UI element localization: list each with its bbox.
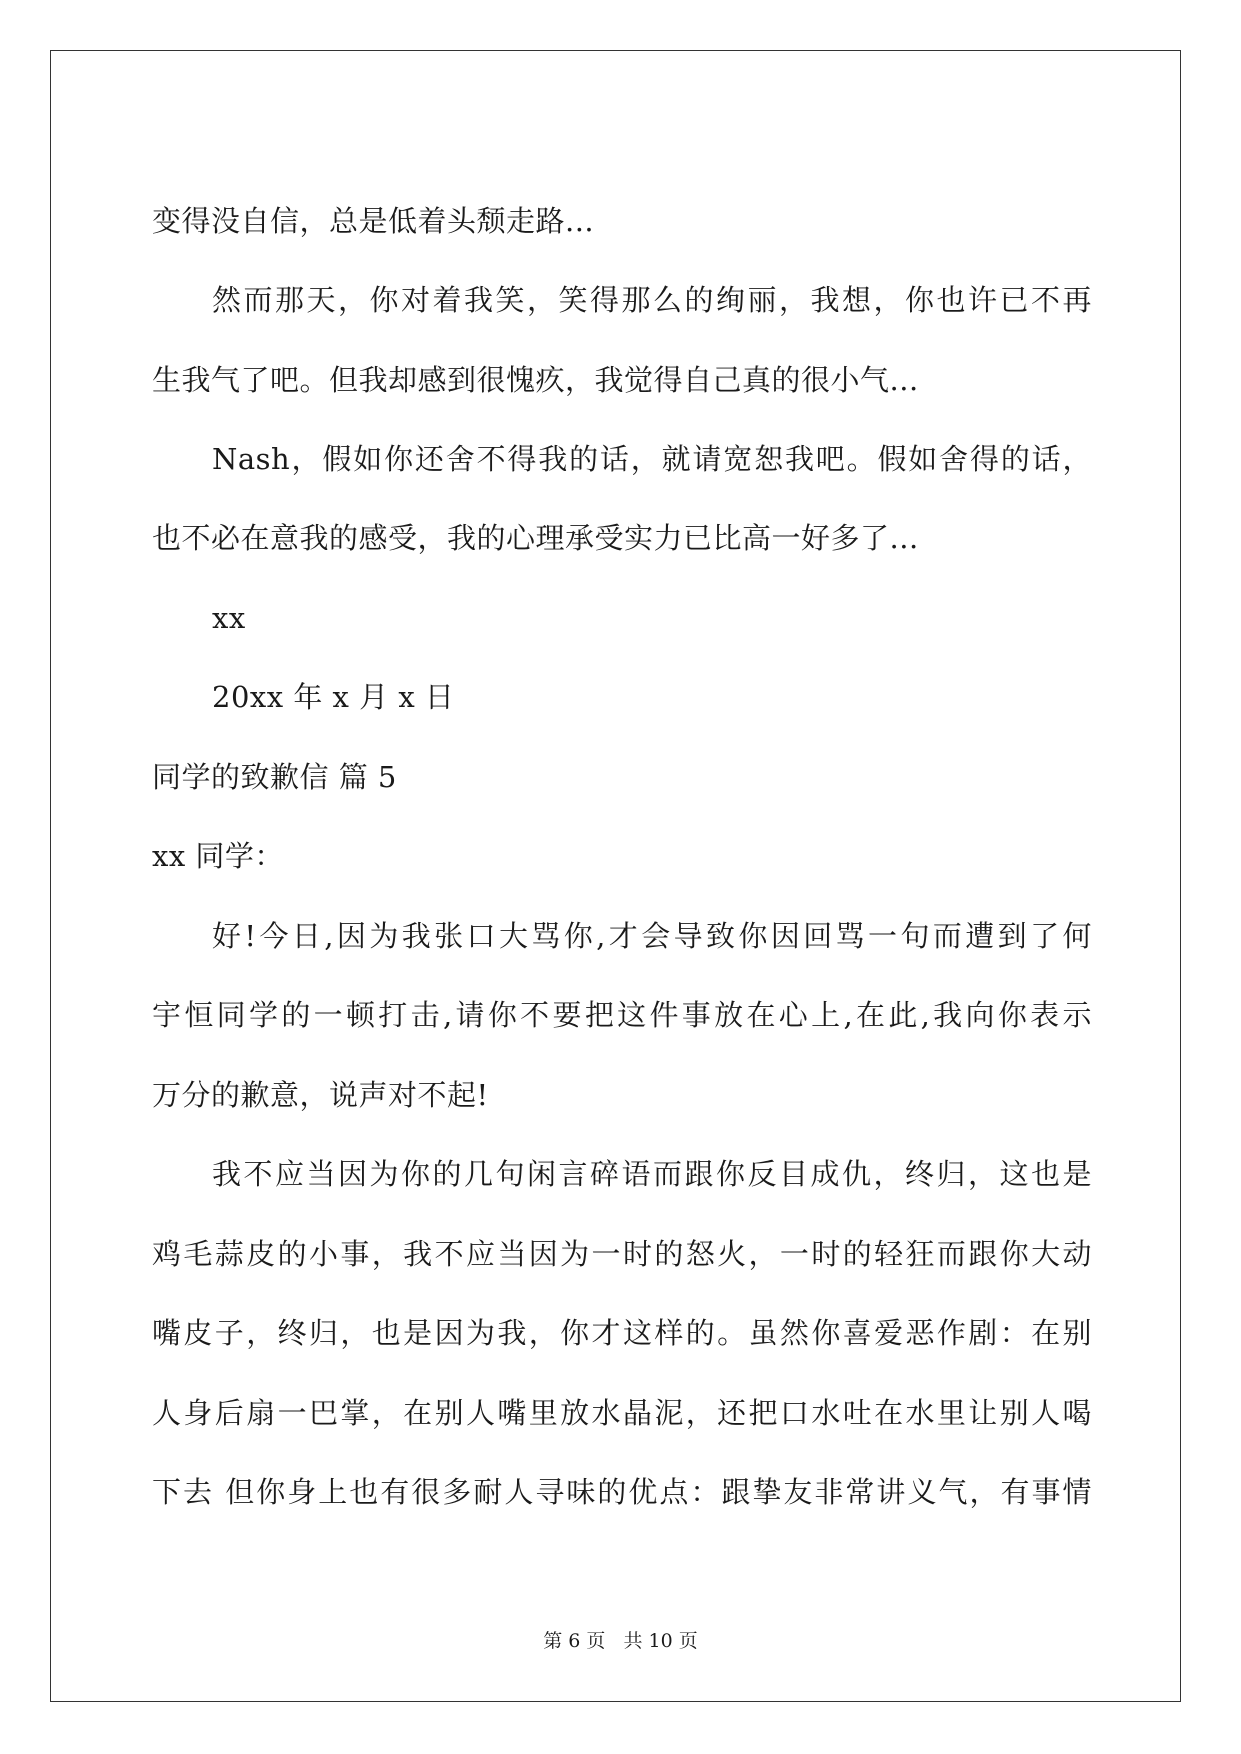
text-line: 宇恒同学的一顿打击,请你不要把这件事放在心上,在此,我向你表示 [152, 998, 1092, 1032]
text-line: Nash，假如你还舍不得我的话，就请宽恕我吧。假如舍得的话， [212, 442, 1092, 476]
page-total: 共 10 页 [623, 1630, 698, 1652]
text-line: 人身后扇一巴掌，在别人嘴里放水晶泥，还把口水吐在水里让别人喝 [152, 1396, 1092, 1430]
text-line: 变得没自信，总是低着头颓走路... [152, 204, 595, 238]
text-line: 鸡毛蒜皮的小事，我不应当因为一时的怒火，一时的轻狂而跟你大动 [152, 1237, 1092, 1271]
text-line: 下去 但你身上也有很多耐人寻味的优点：跟挚友非常讲义气，有事情 [152, 1475, 1092, 1509]
text-line: 我不应当因为你的几句闲言碎语而跟你反目成仇，终归，这也是 [212, 1157, 1092, 1191]
signature: xx [212, 601, 246, 635]
text-line: 生我气了吧。但我却感到很愧疚，我觉得自己真的很小气... [152, 363, 919, 397]
date-line: 20xx 年 x 月 x 日 [212, 680, 455, 714]
page-number: 第 6 页 [543, 1630, 606, 1652]
page-footer [0, 1628, 1241, 1654]
text-line: 万分的歉意，说声对不起! [152, 1078, 489, 1112]
text-line: 也不必在意我的感受，我的心理承受实力已比高一好多了... [152, 521, 919, 555]
text-line: 然而那天，你对着我笑，笑得那么的绚丽，我想，你也许已不再 [212, 283, 1092, 317]
salutation: xx 同学： [152, 839, 284, 873]
text-line: 好!今日,因为我张口大骂你,才会导致你因回骂一句而遭到了何 [212, 919, 1092, 953]
section-heading: 同学的致歉信 篇 5 [152, 760, 397, 794]
text-line: 嘴皮子，终归，也是因为我，你才这样的。虽然你喜爱恶作剧：在别 [152, 1316, 1092, 1350]
